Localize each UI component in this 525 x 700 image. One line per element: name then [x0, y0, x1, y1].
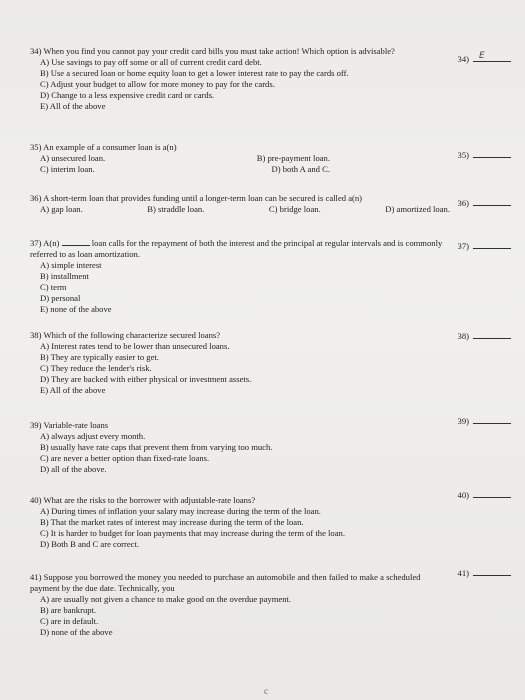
option-d[interactable]: D) Both B and C are correct.	[40, 539, 140, 549]
option-c[interactable]: C) are never a better option than fixed-rate loans.	[40, 453, 210, 463]
option-d[interactable]: D) amortized loan.	[385, 204, 450, 214]
question-number: 40)	[30, 495, 42, 505]
answer-slot-40[interactable]: 40)	[458, 488, 511, 500]
page-footer-mark: c	[264, 686, 268, 696]
option-e[interactable]: E) none of the above	[40, 304, 112, 314]
question-37	[30, 237, 460, 315]
answer-slot-34[interactable]: 34) E	[458, 52, 511, 64]
question-38	[30, 330, 450, 396]
question-40	[30, 495, 450, 550]
option-d[interactable]: D) They are backed with either physical or investment assets.	[40, 374, 252, 384]
option-b[interactable]: B) straddle loan.	[147, 204, 205, 214]
option-b[interactable]: B) are bankrupt.	[40, 605, 97, 615]
option-a[interactable]: A) unsecured loan.	[40, 153, 106, 163]
answer-slot-38[interactable]: 38)	[458, 329, 511, 341]
question-34	[30, 46, 450, 112]
question-41	[30, 572, 450, 638]
question-35	[30, 142, 450, 175]
option-d[interactable]: D) none of the above	[40, 627, 113, 637]
option-c[interactable]: C) bridge loan.	[268, 204, 321, 214]
option-b[interactable]: B) They are typically easier to get.	[40, 352, 159, 362]
question-stem: A short-term loan that provides funding until a longer-term loan can be secured is called a(n)	[43, 193, 363, 203]
option-d[interactable]: D) all of the above.	[40, 464, 107, 474]
answer-slot-37[interactable]: 37)	[458, 239, 511, 251]
answer-slot-35[interactable]: 35)	[458, 148, 511, 160]
option-c[interactable]: C) Adjust your budget to allow for more money to pay for the cards.	[40, 79, 275, 89]
option-a[interactable]: A) simple interest	[40, 260, 102, 270]
question-stem: When you find you cannot pay your credit card bills you must take action! Which option is advisable?	[43, 46, 395, 56]
option-c[interactable]: C) They reduce the lender's risk.	[40, 363, 152, 373]
option-c[interactable]: C) interim loan.	[40, 164, 95, 174]
option-a[interactable]: A) gap loan.	[40, 204, 83, 214]
option-a[interactable]: A) Interest rates tend to be lower than unsecured loans.	[40, 341, 230, 351]
option-e[interactable]: E) All of the above	[40, 101, 106, 111]
option-a[interactable]: A) During times of inflation your salary may increase during the term of the loan.	[40, 506, 321, 516]
answer-slot-36[interactable]: 36)	[458, 196, 511, 208]
question-stem: Which of the following characterize secured loans?	[43, 330, 221, 340]
option-a[interactable]: A) Use savings to pay off some or all of current credit card debt.	[40, 57, 262, 67]
handwritten-answer: E	[479, 51, 485, 61]
question-39	[30, 420, 450, 475]
question-number: 36)	[30, 193, 42, 203]
option-c[interactable]: C) are in default.	[40, 616, 99, 626]
option-a[interactable]: A) always adjust every month.	[40, 431, 146, 441]
question-36	[30, 193, 460, 215]
question-stem-end: loan calls for the repayment of both the interest and the principal at regular intervals and is commonly referred to as loan amortization.	[30, 238, 443, 259]
option-c[interactable]: C) term	[40, 282, 67, 292]
question-stem: Suppose you borrowed the money you needed to purchase an automobile and then failed to make a scheduled payment by the due date. Technically, you	[30, 572, 421, 593]
question-number: 34)	[30, 46, 42, 56]
question-number: 41)	[30, 572, 42, 582]
answer-slot-39[interactable]: 39)	[458, 414, 511, 426]
option-e[interactable]: E) All of the above	[40, 385, 106, 395]
option-b[interactable]: B) pre-payment loan.	[256, 153, 330, 163]
question-number: 38)	[30, 330, 42, 340]
question-number: 37)	[30, 238, 42, 248]
option-b[interactable]: B) usually have rate caps that prevent them from varying too much.	[40, 442, 273, 452]
question-stem: What are the risks to the borrower with adjustable-rate loans?	[43, 495, 256, 505]
option-d[interactable]: D) both A and C.	[271, 164, 330, 174]
option-c[interactable]: C) It is harder to budget for loan payments that may increase during the term of the loan.	[40, 528, 345, 538]
option-a[interactable]: A) are usually not given a chance to make good on the overdue payment.	[40, 594, 292, 604]
question-stem: Variable-rate loans	[43, 420, 109, 430]
fill-in-blank	[62, 237, 90, 246]
option-d[interactable]: D) Change to a less expensive credit card or cards.	[40, 90, 215, 100]
option-d[interactable]: D) personal	[40, 293, 81, 303]
option-b[interactable]: B) installment	[40, 271, 89, 281]
option-b[interactable]: B) Use a secured loan or home equity loan to get a lower interest rate to pay the cards off.	[40, 68, 349, 78]
question-number: 35)	[30, 142, 42, 152]
question-stem-start: A(n)	[43, 238, 60, 248]
option-b[interactable]: B) That the market rates of interest may increase during the term of the loan.	[40, 517, 304, 527]
question-stem: An example of a consumer loan is a(n)	[43, 142, 177, 152]
question-number: 39)	[30, 420, 42, 430]
answer-slot-41[interactable]: 41)	[458, 566, 511, 578]
